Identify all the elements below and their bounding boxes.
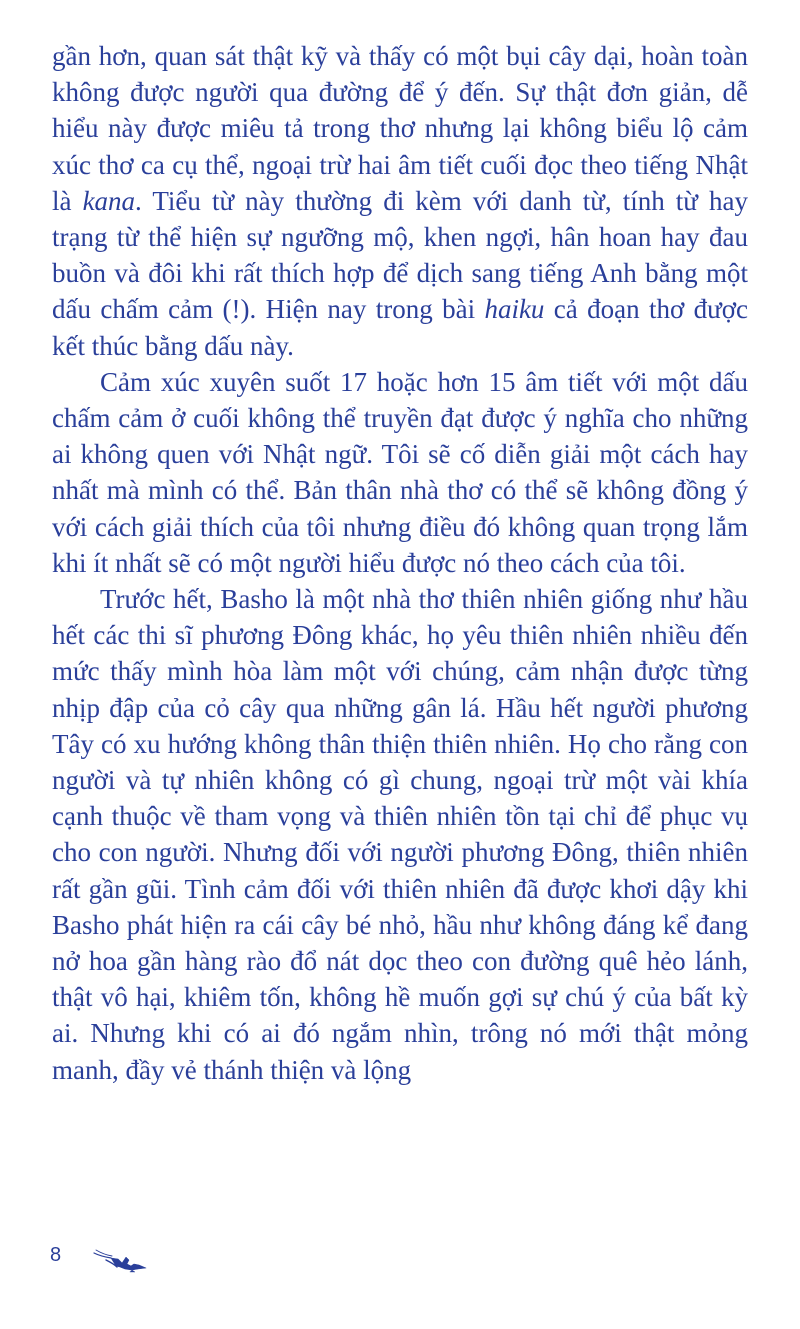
term-kana: kana (82, 185, 136, 216)
paragraph-1 (52, 38, 748, 364)
paragraph-1-text-c: cả đoạn thơ được kết thúc bằng dấu này. (52, 294, 748, 361)
paragraph-1-text-b: . Tiểu từ này thường đi kèm với danh từ, tính từ hay trạng từ thể hiện sự ngưỡng mộ, khen ngợi, hân hoan hay đau buồn và đôi khi rất thích hợp để dịch sang tiếng Anh bằng một dấu chấm cảm (!). Hiện nay trong bài (52, 185, 748, 325)
page-number: 8 (50, 1244, 62, 1266)
paragraph-2: Cảm xúc xuyên suốt 17 hoặc hơn 15 âm tiết với một dấu chấm cảm ở cuối không thể truyền đạt được ý nghĩa cho những ai không quen với Nhật ngữ. Tôi sẽ cố diễn giải một cách hay nhất mà mình có thể. Bản thân nhà thơ có thể sẽ không đồng ý với cách giải thích của tôi nhưng điều đó không quan trọng lắm khi ít nhất sẽ có một người hiểu được nó theo cách của tôi. (52, 366, 748, 578)
paragraph-3: Trước hết, Basho là một nhà thơ thiên nhiên giống như hầu hết các thi sĩ phương Đông khác, họ yêu thiên nhiên nhiều đến mức thấy mình hòa làm một với chúng, cảm nhận được từng nhịp đập của cỏ cây qua những gân lá. Hầu hết người phương Tây có xu hướng không thân thiện thiên nhiên. Họ cho rằng con người và tự nhiên không có gì chung, ngoại trừ một vài khía cạnh thuộc về tham vọng và thiên nhiên tồn tại chỉ để phục vụ cho con người. Nhưng đối với người phương Đông, thiên nhiên rất gần gũi. Tình cảm đối với thiên nhiên đã được khơi dậy khi Basho phát hiện ra cái cây bé nhỏ, hầu như không đáng kể đang nở hoa gần hàng rào đổ nát dọc theo con đường quê hẻo lánh, thật vô hại, khiêm tốn, không hề muốn gợi sự chú ý của bất kỳ ai. Nhưng khi có ai đó ngắm nhìn, trông nó mới thật mỏng manh, đầy vẻ thánh thiện và lộng (52, 584, 748, 1085)
term-haiku: haiku (484, 294, 545, 325)
swallow-bird-icon (92, 1245, 148, 1273)
paragraph-1-text-a: gần hơn, quan sát thật kỹ và thấy có một bụi cây dại, hoàn toàn không được người qua đường để ý đến. Sự thật đơn giản, dễ hiểu này được miêu tả trong thơ nhưng lại không biểu lộ cảm xúc thơ ca cụ thể, ngoại trừ hai âm tiết cuối đọc theo tiếng Nhật là (52, 41, 748, 216)
body-text (52, 38, 748, 1088)
